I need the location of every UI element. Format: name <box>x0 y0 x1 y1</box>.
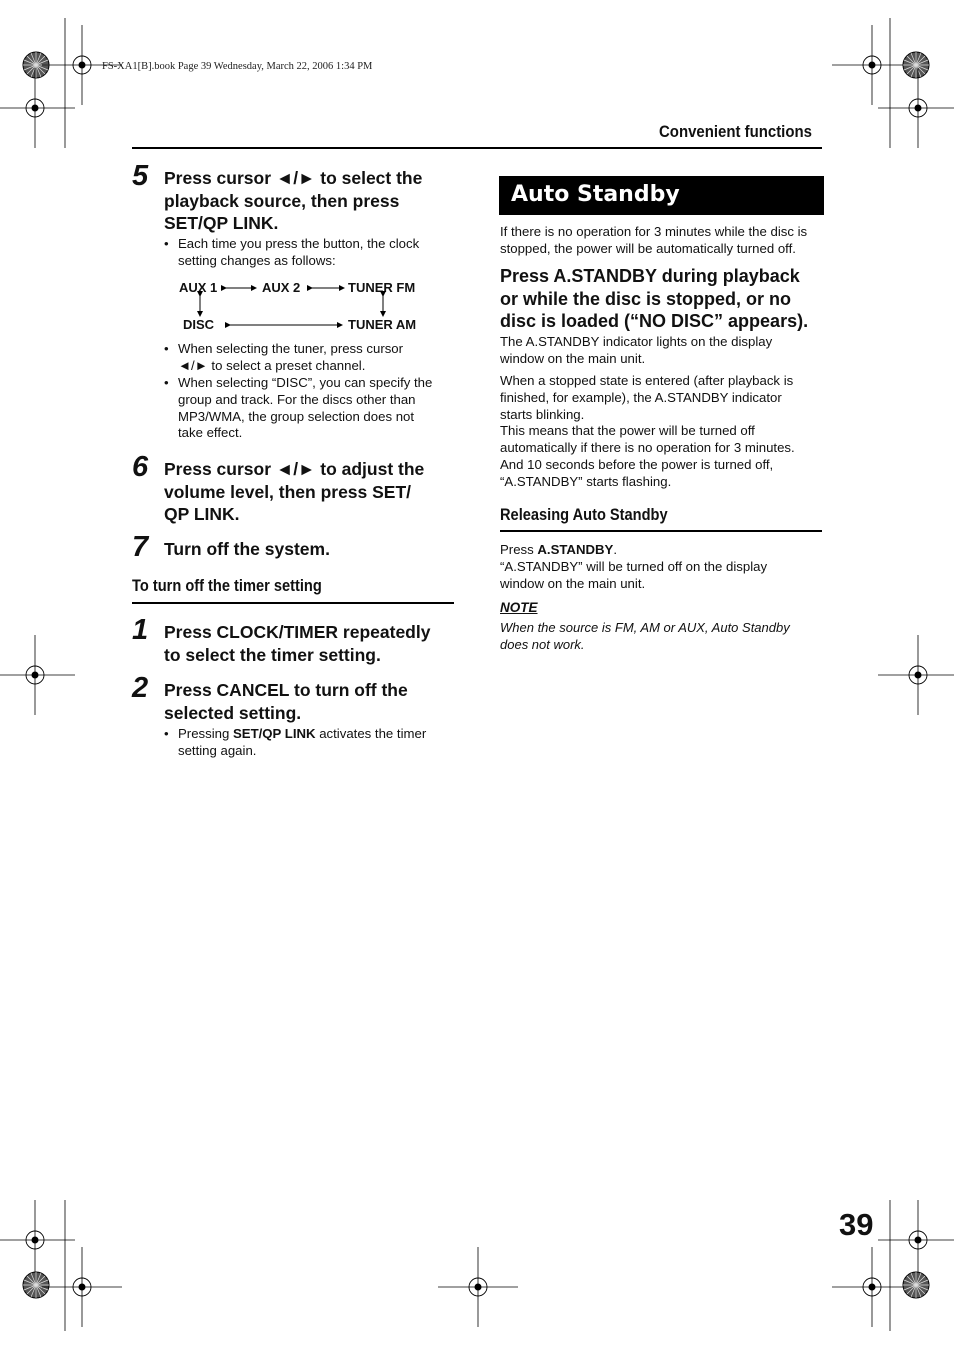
section-title: Convenient functions <box>659 122 812 141</box>
auto-standby-banner <box>499 176 824 215</box>
diagram-disc: DISC <box>183 317 215 332</box>
body-line: finished, for example), the A.STANDBY indicator <box>500 389 782 405</box>
bullet-line: setting again. <box>178 742 257 758</box>
body-line: window on the main unit. <box>500 575 646 591</box>
step-2-text <box>164 679 408 724</box>
step-6-text <box>164 458 424 526</box>
body-line: This means that the power will be turned off <box>500 423 755 439</box>
step-5-line3: SET/QP LINK. <box>164 213 279 233</box>
body-line: window on the main unit. <box>500 350 646 366</box>
bullet-line: take effect. <box>178 425 243 441</box>
bullet-line: Each time you press the button, the clock <box>178 236 420 251</box>
step-6-line2: volume level, then press SET/ <box>164 481 412 502</box>
bullet-line: group and track. For the discs other than <box>178 391 416 407</box>
timer-heading-rule <box>132 602 454 604</box>
diagram-aux1: AUX 1 <box>179 280 218 295</box>
bullet-line <box>178 726 426 743</box>
note-text <box>500 620 830 654</box>
paragraph-2 <box>500 373 830 491</box>
step-6-number: 6 <box>132 451 149 483</box>
step-2-line1: Press CANCEL to turn off the <box>164 680 408 700</box>
step-7-text: Turn off the system. <box>164 539 330 559</box>
step-1-text <box>164 621 430 666</box>
step-6-line1: Press cursor ◄/► to adjust the <box>164 459 425 479</box>
bullet-line: When selecting “DISC”, you can specify the <box>178 375 433 390</box>
bullet-line: MP3/WMA, the group selection does not <box>178 408 415 424</box>
note-label: NOTE <box>500 600 538 615</box>
paragraph-1 <box>500 334 830 368</box>
step-2-line2: selected setting. <box>164 702 302 723</box>
press-line: disc is loaded (“NO DISC” appears). <box>500 311 809 331</box>
body-line: “A.STANDBY” starts flashing. <box>500 473 672 489</box>
timer-heading: To turn off the timer setting <box>132 576 322 595</box>
bullet-line: setting changes as follows: <box>178 252 336 268</box>
body-line: “A.STANDBY” will be turned off on the display <box>500 558 768 574</box>
step-2-number: 2 <box>132 672 149 704</box>
step-1-number: 1 <box>132 614 149 646</box>
body-line: If there is no operation for 3 minutes while the disc is <box>500 224 808 239</box>
press-instruction <box>500 265 840 333</box>
body-line: The A.STANDBY indicator lights on the display <box>500 334 773 349</box>
press-line: Press A.STANDBY during playback <box>500 266 800 286</box>
step-5-text <box>164 167 422 235</box>
body-line: starts blinking. <box>500 406 585 422</box>
file-info: FS-XA1[B].book Page 39 Wednesday, March 22, 2006 1:34 PM <box>102 61 373 72</box>
release-text <box>500 542 830 592</box>
press-line: or while the disc is stopped, or no <box>500 288 792 309</box>
note-line: does not work. <box>500 636 585 652</box>
release-pre: Press <box>500 542 538 557</box>
bullet-line: ◄/► to select a preset channel. <box>178 357 366 373</box>
release-heading-rule <box>500 530 822 532</box>
intro-text <box>500 224 830 258</box>
bullet-bold: SET/QP LINK <box>232 726 316 741</box>
step-5-number: 5 <box>132 160 149 192</box>
body-line: automatically if there is no operation for 3 minutes. <box>500 440 795 456</box>
step-6-line3: QP LINK. <box>164 504 240 524</box>
step-7-number: 7 <box>132 531 149 563</box>
diagram-arrows <box>170 278 450 330</box>
body-line: stopped, the power will be automatically turned off. <box>500 240 796 256</box>
step-5-line1: Press cursor ◄/► to select the <box>164 168 423 188</box>
step-1-line2: to select the timer setting. <box>164 644 381 665</box>
diagram-tuner-am: TUNER AM <box>348 317 417 332</box>
diagram-tuner-fm: TUNER FM <box>348 280 416 295</box>
page-number: 39 <box>839 1207 874 1242</box>
bullet-post: activates the timer <box>315 726 427 741</box>
bullet-pre: Pressing <box>178 726 233 741</box>
banner-title: Auto Standby <box>511 182 680 207</box>
diagram-aux2: AUX 2 <box>262 280 301 295</box>
release-bold: A.STANDBY <box>537 542 614 557</box>
body-line: When a stopped state is entered (after playback is <box>500 373 794 388</box>
release-post: . <box>613 542 617 557</box>
note-line: When the source is FM, AM or AUX, Auto Standby <box>500 620 790 635</box>
header-rule <box>132 147 822 149</box>
release-heading: Releasing Auto Standby <box>500 505 668 524</box>
step-5-line2: playback source, then press <box>164 190 400 211</box>
step-1-line1: Press CLOCK/TIMER repeatedly <box>164 622 431 642</box>
body-line <box>500 542 830 559</box>
body-line: And 10 seconds before the power is turned off, <box>500 456 774 472</box>
bullet-line: When selecting the tuner, press cursor <box>178 341 404 356</box>
